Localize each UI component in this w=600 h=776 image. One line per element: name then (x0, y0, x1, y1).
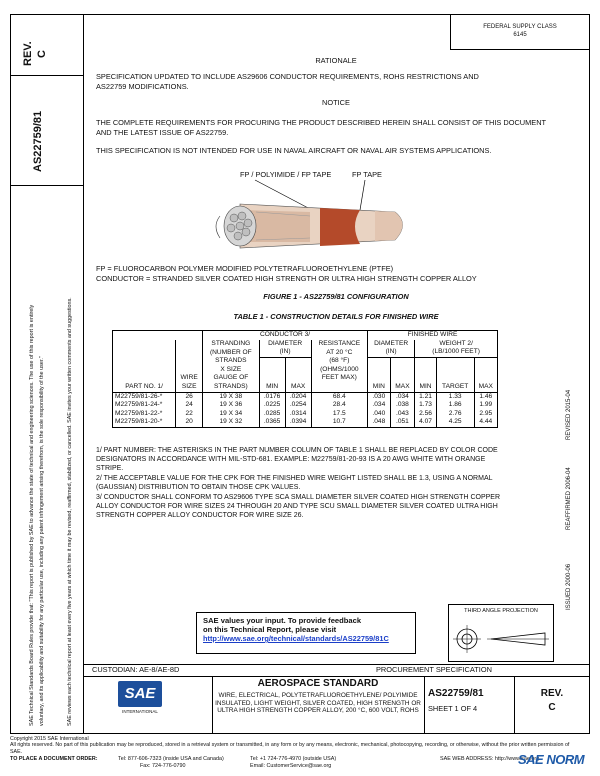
footer-doc-number: AS22759/81 (428, 688, 484, 699)
rationale-text: SPECIFICATION UPDATED TO INCLUDE AS29606 CONDUCTOR REQUIREMENTS, ROHS RESTRICTIONS AND AS22759 MODIFICATIONS. (96, 72, 479, 91)
table-hdr-empty (368, 357, 391, 366)
table-hdr-empty (259, 366, 285, 375)
cell-resistance: 10.7 (311, 418, 367, 427)
table-hdr-empty (436, 366, 474, 375)
rights: All rights reserved. No part of this publication may be reproduced, stored in a retrieval system or transmitted, in any form or by any means, electronic, mechanical, photocopying, recording, or otherwise, without the prior written permission of SAE. (10, 742, 570, 755)
table-hdr-stranding-3: STRANDS (203, 357, 260, 366)
custodian: CUSTODIAN: AE-8/AE-8D (92, 665, 180, 674)
table-hdr-empty (285, 374, 311, 383)
footer-sheet: SHEET 1 OF 4 (428, 704, 478, 713)
table-hdr-stranding-1: STRANDING (203, 340, 260, 349)
cell-stranding: 19 X 38 (203, 392, 260, 401)
table-hdr-weight-2: (LB/1000 FEET) (415, 348, 498, 357)
order-web: SAE WEB ADDRESS: http://www.sae.org (440, 756, 540, 762)
table-hdr-wire-empty (176, 340, 203, 349)
table-hdr-empty (474, 357, 497, 366)
cell-fw-max: .043 (390, 410, 415, 419)
procurement: PROCUREMENT SPECIFICATION (376, 665, 492, 674)
figure-caption: FIGURE 1 - AS22759/81 CONFIGURATION (263, 292, 409, 301)
projection-symbol-icon (449, 615, 553, 659)
sidebar-rev-box (10, 14, 84, 76)
cell-stranding: 19 X 32 (203, 418, 260, 427)
order-fax: Fax: 724-776-0790 (140, 763, 186, 769)
cell-stranding: 19 X 34 (203, 410, 260, 419)
table-hdr-wire-2: SIZE (176, 383, 203, 392)
cell-fw-max: .038 (390, 401, 415, 410)
cell-w-max: 1.99 (474, 401, 497, 410)
table-hdr-stranding-5: GAUGE OF (203, 374, 260, 383)
table-hdr-empty (113, 374, 176, 383)
cell-fw-min: .048 (368, 418, 391, 427)
construction-table (112, 330, 498, 428)
cell-fw-max: .034 (390, 392, 415, 401)
cell-w-target: 1.33 (436, 392, 474, 401)
table-hdr-resist-3: (68 °F) (311, 357, 367, 366)
table-hdr-empty (390, 357, 415, 366)
wire-illustration (200, 176, 430, 260)
table-caption: TABLE 1 - CONSTRUCTION DETAILS FOR FINISHED WIRE (233, 312, 439, 321)
figure-legend-conductor: CONDUCTOR = STRANDED SILVER COATED HIGH STRENGTH OR ULTRA HIGH STRENGTH COPPER ALLOY (96, 274, 477, 283)
date-reaffirmed: REAFFIRMED 2006-04 (566, 467, 572, 530)
date-revised: REVISED 2015-04 (566, 389, 572, 440)
cell-w-max: 4.44 (474, 418, 497, 427)
table-hdr-empty (415, 374, 437, 383)
federal-line2: 6145 (513, 32, 527, 38)
table-hdr-empty (415, 366, 437, 375)
sidebar-rev-label: REV. (22, 41, 34, 66)
table-hdr-empty (176, 348, 203, 357)
table-hdr-diameter-2: (IN) (259, 348, 311, 357)
projection-box (448, 604, 554, 662)
cell-dmin: .0225 (259, 401, 285, 410)
table-hdr-empty (176, 366, 203, 375)
table-hdr-stranding-4: X SIZE (203, 366, 260, 375)
cell-w-min: 1.21 (415, 392, 437, 401)
table-row (113, 401, 498, 410)
table-hdr-part-empty (113, 340, 176, 349)
note-1: 1/ PART NUMBER: THE ASTERISKS IN THE PART NUMBER COLUMN OF TABLE 1 SHALL BE REPLACED BY COLOR CODE DESIGNATORS IN ACCORDANCE WITH MIL-STD-681. EXAMPLE: M22759/81-20-93 IS A 20 AWG WHITE WITH ORANGE STRIPE. (96, 447, 498, 472)
table-hdr-empty (390, 374, 415, 383)
note-2: 2/ THE ACCEPTABLE VALUE FOR THE CPK FOR THE FINISHED WIRE WEIGHT LISTED SHALL BE 1.3, USING A NORMAL (GAUSSIAN) DISTRIBUTION TO OBTAIN THOSE CPK VALUES. (96, 475, 493, 491)
cell-dmax: .0204 (285, 392, 311, 401)
table-hdr-fw-min: MIN (368, 383, 391, 392)
table-hdr-min: MIN (259, 383, 285, 392)
cell-w-min: 2.56 (415, 410, 437, 419)
cell-part: M22759/81-26-* (113, 392, 176, 401)
cell-dmax: .0314 (285, 410, 311, 419)
table-hdr-fwdiam-2: (IN) (368, 348, 415, 357)
cell-dmax: .0254 (285, 401, 311, 410)
cell-dmin: .0285 (259, 410, 285, 419)
figure-label-fptape: FP TAPE (352, 170, 382, 179)
table-hdr-empty (113, 366, 176, 375)
notice-heading: NOTICE (322, 98, 350, 107)
cell-wire: 20 (176, 418, 203, 427)
standard-title: AEROSPACE STANDARD (257, 678, 379, 689)
cell-dmax: .0394 (285, 418, 311, 427)
table-hdr-empty (415, 357, 437, 366)
order-label: TO PLACE A DOCUMENT ORDER: (10, 756, 98, 762)
cell-w-target: 1.86 (436, 401, 474, 410)
table-row (113, 410, 498, 419)
feedback-link[interactable]: http://www.sae.org/technical/standards/AS22759/81C (203, 634, 389, 643)
table-hdr-empty (474, 366, 497, 375)
standard-description: WIRE, ELECTRICAL, POLYTETRAFLUOROETHYLENE/ POLYIMIDE INSULATED, LIGHT WEIGHT, SILVER COATED, HIGH STRENGTH OR ULTRA HIGH STRENGTH COPPER ALLOY, 200 °C, 600 VOLT, ROHS (215, 692, 421, 715)
feedback-line2: on this Technical Report, please visit (203, 625, 337, 634)
cell-part: M22759/81-20-* (113, 418, 176, 427)
watermark-logo: SAE NORM (518, 752, 585, 767)
table-hdr-empty (436, 357, 474, 366)
table-hdr-resist-5: FEET MAX) (311, 374, 367, 383)
footer-rev-label: REV. (540, 688, 564, 699)
table-hdr-empty (436, 374, 474, 383)
federal-line1: FEDERAL SUPPLY CLASS (483, 24, 557, 30)
side-notice-1: SAE Technical Standards Board Rules provide that: "This report is published by SAE to advance the state of technical and engineering sciences. The use of this report is entirely (29, 304, 35, 726)
cell-dmin: .0176 (259, 392, 285, 401)
sidebar-doc-box (10, 76, 84, 186)
table-hdr-empty (390, 366, 415, 375)
rationale-heading: RATIONALE (315, 56, 357, 65)
table-group-conductor: CONDUCTOR 3/ (203, 331, 368, 340)
projection-label: THIRD ANGLE PROJECTION (464, 608, 538, 614)
cell-w-max: 2.95 (474, 410, 497, 419)
footer-vline (424, 676, 425, 734)
side-notice-3: SAE reviews each technical report at least every five years at which time it may be revised, reaffirmed, stabilized, or cancelled. SAE invites your written comments and suggestions. (67, 297, 73, 726)
table-hdr-diameter-1: DIAMETER (259, 340, 311, 349)
cell-wire: 24 (176, 401, 203, 410)
order-email: Email: CustomerService@sae.org (250, 763, 332, 769)
federal-box (450, 14, 590, 50)
table-row (113, 418, 498, 427)
table-hdr-empty (285, 357, 311, 366)
cell-wire: 26 (176, 392, 203, 401)
table-hdr-resist-2: AT 20 °C (311, 348, 367, 357)
cell-w-max: 1.46 (474, 392, 497, 401)
table-hdr-empty (285, 366, 311, 375)
cell-w-target: 2.76 (436, 410, 474, 419)
figure-legend-fp: FP = FLUOROCARBON POLYMER MODIFIED POLYTETRAFLUOROETHYLENE (PTFE) (96, 264, 394, 273)
notice-para1: THE COMPLETE REQUIREMENTS FOR PROCURING THE PRODUCT DESCRIBED HEREIN SHALL CONSIST OF THIS DOCUMENT AND THE LATEST ISSUE OF AS22759. (96, 118, 546, 137)
table-hdr-wire-1: WIRE (176, 374, 203, 383)
order-tel1: Tel: 877-606-7323 (inside USA and Canada) (118, 756, 224, 762)
table-hdr-resist-1: RESISTANCE (311, 340, 367, 349)
table-row (113, 392, 498, 401)
cell-part: M22759/81-22-* (113, 410, 176, 419)
cell-fw-min: .030 (372, 392, 386, 400)
feedback-line1: SAE values your input. To provide feedback (203, 616, 362, 625)
cell-resistance: 28.4 (311, 401, 367, 410)
date-issued: ISSUED 2000-06 (566, 563, 572, 610)
feedback-box (196, 612, 416, 654)
table-hdr-stranding-6: STRANDS) (203, 383, 260, 392)
table-hdr-part: PART NO. 1/ (113, 383, 176, 392)
table-hdr-w-target: TARGET (436, 383, 474, 392)
table-hdr-stranding-2: (NUMBER OF (203, 348, 260, 357)
sae-logo: SAE (118, 681, 162, 707)
copyright: Copyright 2015 SAE International (10, 736, 89, 742)
table-blank (113, 331, 203, 340)
cell-fw-min: .040 (372, 409, 386, 417)
cell-dmin: .0365 (259, 418, 285, 427)
figure-label-polyimide: FP / POLYIMIDE / FP TAPE (240, 170, 332, 179)
table-hdr-w-max: MAX (474, 383, 497, 392)
table-hdr-empty (113, 357, 176, 366)
cell-wire: 22 (176, 410, 203, 419)
cell-fw-min: .034 (372, 401, 386, 409)
notice-para2: THIS SPECIFICATION IS NOT INTENDED FOR USE IN NAVAL AIRCRAFT OR NAVAL AIR SYSTEMS APPLICATIONS. (96, 146, 492, 155)
side-notice-2: voluntary, and its applicability and suitability for any particular use, including any patent infringement arising therefrom, is the sole responsibility of the user." (39, 356, 45, 726)
table-hdr-empty (368, 374, 391, 383)
cell-resistance: 17.5 (311, 410, 367, 419)
table-hdr-empty (259, 357, 285, 366)
table-hdr-weight-1: WEIGHT 2/ (415, 340, 498, 349)
table-hdr-empty (311, 383, 367, 392)
table-hdr-resist-4: (OHMS/1000 (311, 366, 367, 375)
table-hdr-empty (368, 366, 391, 375)
table-group-finished: FINISHED WIRE (368, 331, 498, 340)
table-hdr-empty (474, 374, 497, 383)
table-hdr-max: MAX (285, 383, 311, 392)
table-hdr-fw-max: MAX (390, 383, 415, 392)
table-hdr-empty (113, 348, 176, 357)
footer-rev-value: C (548, 702, 556, 713)
table-hdr-empty (259, 374, 285, 383)
cell-stranding: 19 X 36 (203, 401, 260, 410)
cell-fw-max: .051 (390, 418, 415, 427)
sidebar-rev-value: C (36, 50, 48, 58)
sae-logo-sub: INTERNATIONAL (122, 709, 158, 714)
order-tel2: Tel: +1 724-776-4970 (outside USA) (250, 756, 337, 762)
table-hdr-empty (176, 357, 203, 366)
cell-resistance: 68.4 (311, 392, 367, 401)
table-hdr-fwdiam-1: DIAMETER (374, 339, 409, 347)
note-3: 3/ CONDUCTOR SHALL CONFORM TO AS29606 TYPE SCA SMALL DIAMETER SILVER COATED HIGH STRENGTH COPPER ALLOY CONDUCTOR FOR WIRE SIZES 24 THROUGH 20 AND TYPE SCU SMALL DIAMETER SILVER COATED ULTRA HIGH STRENGTH COPPER ALLOY CONDUCTOR FOR WIRE SIZE 26. (96, 494, 501, 519)
cell-w-target: 4.25 (436, 418, 474, 427)
cell-part: M22759/81-24-* (113, 401, 176, 410)
sidebar-doc-number: AS22759/81 (32, 110, 44, 172)
cell-w-min: 4.07 (415, 418, 437, 427)
table-hdr-w-min: MIN (415, 383, 437, 392)
cell-w-min: 1.73 (415, 401, 437, 410)
